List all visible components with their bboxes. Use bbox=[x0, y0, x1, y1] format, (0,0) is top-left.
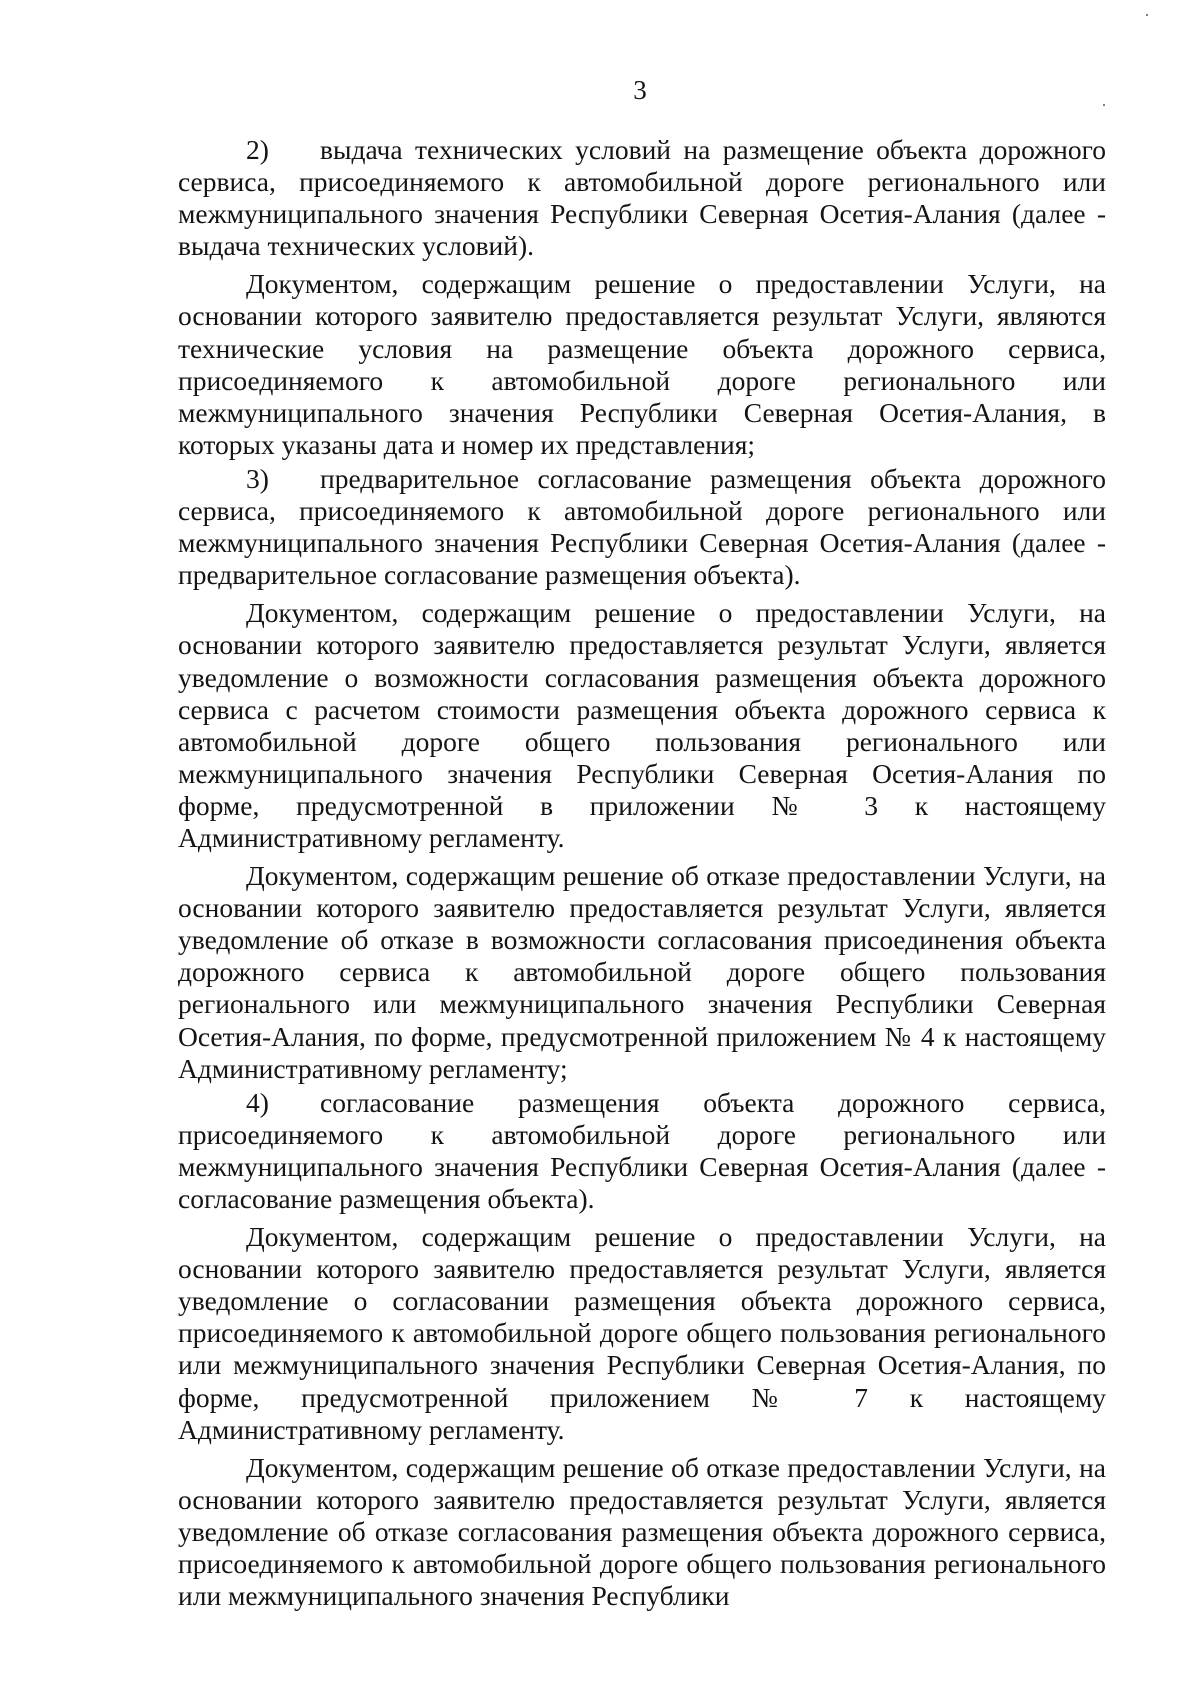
list-item-3 bbox=[178, 463, 1106, 591]
paragraph-text: Документом, содержащим решение о предоставлении Услуги, на основании которого заявителю предоставляется результат Услуги, является уведомление о возможности согласования размещения объекта дорожного сервиса с расчетом стоимости размещения объекта дорожного сервиса к автомобильной дороге общего пользования регионального или межмуниципального значения Республики Северная Осетия-Алания по форме, предусмотренной в приложении № 3 к настоящему Административному регламенту. bbox=[178, 597, 1106, 853]
paragraph-text: Документом, содержащим решение об отказе предоставлении Услуги, на основании которого заявителю предоставляется результат Услуги, является уведомление об отказе в возможности согласования присоединения объекта дорожного сервиса к автомобильной дороге общего пользования регионального или межмуниципального значения Республики Северная Осетия-Алания, по форме, предусмотренной приложением № 4 к настоящему Административному регламенту; bbox=[178, 860, 1106, 1084]
paragraph bbox=[178, 1221, 1106, 1446]
scan-speck bbox=[1146, 14, 1148, 16]
paragraph-text: согласование размещения объекта дорожного сервиса, присоединяемого к автомобильной дороге регионального или межмуниципального значения Республики Северная Осетия-Алания (далее - согласование размещения объекта). bbox=[178, 1086, 1106, 1214]
document-body bbox=[178, 134, 1106, 1612]
page-number: 3 bbox=[633, 75, 647, 105]
paragraph-text: предварительное согласование размещения объекта дорожного сервиса, присоединяемого к автомобильной дороге регионального или межмуниципального значения Республики Северная Осетия-Алания (далее - предварительное согласование размещения объекта). bbox=[178, 462, 1106, 591]
scan-speck bbox=[1103, 104, 1105, 106]
list-marker: 4) bbox=[246, 1086, 269, 1118]
paragraph-text: выдача технических условий на размещение объекта дорожного сервиса, присоединяемого к автомобильной дороге регионального или межмуниципального значения Республики Северная Осетия-Алания (далее - выдача технических условий). bbox=[178, 134, 1106, 262]
paragraph bbox=[178, 1452, 1106, 1612]
paragraph-text: Документом, содержащим решение о предоставлении Услуги, на основании которого заявителю предоставляется результат Услуги, является уведомление о согласовании размещения объекта дорожного сервиса, присоединяемого к автомобильной дороге общего пользования регионального или межмуниципального значения Республики Северная Осетия-Алания, по форме, предусмотренной приложением № 7 к настоящему Административному регламенту. bbox=[178, 1221, 1106, 1445]
list-marker: 2) bbox=[246, 134, 269, 165]
list-item-2 bbox=[178, 134, 1106, 262]
paragraph bbox=[178, 597, 1106, 854]
paragraph bbox=[178, 860, 1106, 1085]
list-item-4 bbox=[178, 1087, 1106, 1215]
paragraph bbox=[178, 268, 1106, 461]
list-marker: 3) bbox=[246, 462, 269, 494]
paragraph-text: Документом, содержащим решение о предоставлении Услуги, на основании которого заявителю предоставляется результат Услуги, являются технические условия на размещение объекта дорожного сервиса, присоединяемого к автомобильной дороге регионального или межмуниципального значения Республики Северная Осетия-Алания, в которых указаны дата и номер их представления; bbox=[178, 268, 1106, 460]
paragraph-text: Документом, содержащим решение об отказе предоставлении Услуги, на основании которого заявителю предоставляется результат Услуги, является уведомление об отказе согласования размещения объекта дорожного сервиса, присоединяемого к автомобильной дороге общего пользования регионального или межмуниципального значения Республики bbox=[178, 1451, 1106, 1612]
